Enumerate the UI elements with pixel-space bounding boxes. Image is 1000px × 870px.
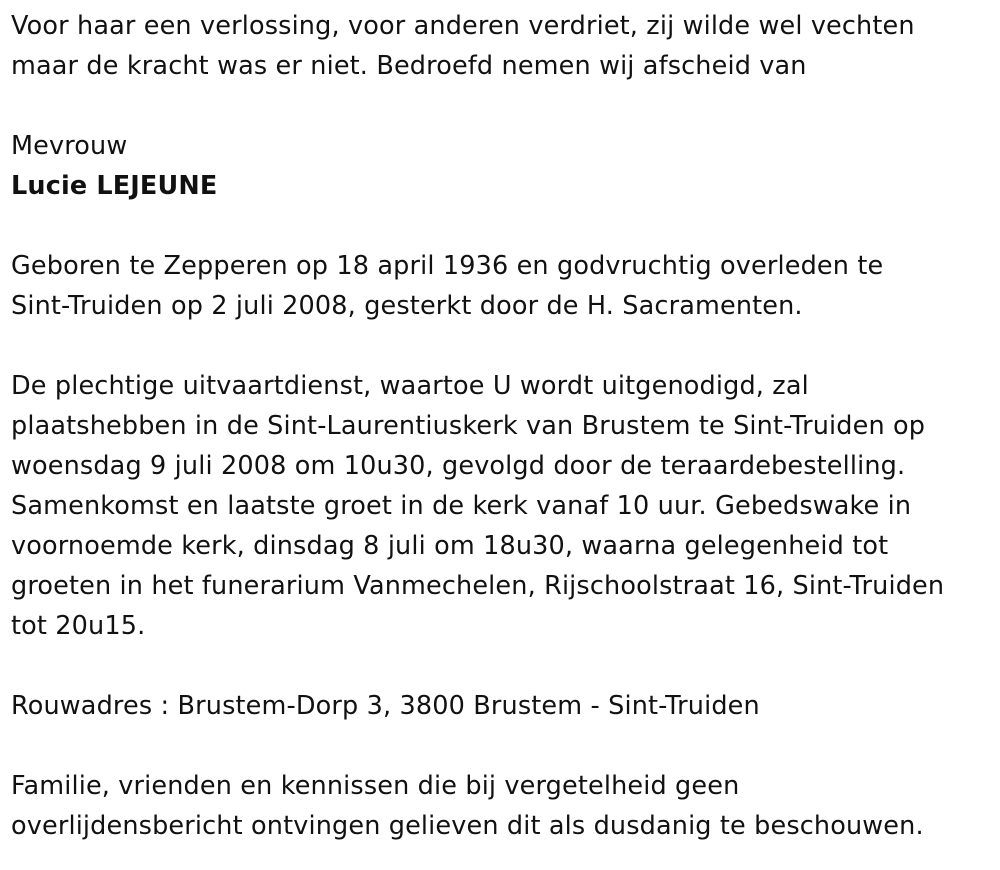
service-line: groeten in het funerarium Vanmechelen, Rijschoolstraat 16, Sint-Truiden [11, 571, 945, 601]
birth-death-paragraph [11, 246, 991, 326]
service-line: tot 20u15. [11, 611, 146, 641]
intro-line: maar de kracht was er niet. Bedroefd nemen wij afscheid van [11, 51, 807, 81]
closing-paragraph [11, 766, 991, 846]
deceased-name: Lucie LEJEUNE [11, 171, 218, 201]
service-line: plaatshebben in de Sint-Laurentiuskerk van Brustem te Sint-Truiden op [11, 411, 926, 441]
service-line: voornoemde kerk, dinsdag 8 juli om 18u30, waarna gelegenheid tot [11, 531, 889, 561]
birth-death-line: Geboren te Zepperen op 18 april 1936 en godvruchtig overleden te [11, 251, 884, 281]
intro-line: Voor haar een verlossing, voor anderen verdriet, zij wilde wel vechten [11, 11, 915, 41]
service-line: woensdag 9 juli 2008 om 10u30, gevolgd door de teraardebestelling. [11, 451, 906, 481]
closing-line: Familie, vrienden en kennissen die bij vergetelheid geen [11, 771, 740, 801]
service-line: Samenkomst en laatste groet in de kerk vanaf 10 uur. Gebedswake in [11, 491, 912, 521]
honorific: Mevrouw [11, 131, 128, 161]
birth-death-line: Sint-Truiden op 2 juli 2008, gesterkt door de H. Sacramenten. [11, 291, 803, 321]
mourning-address: Rouwadres : Brustem-Dorp 3, 3800 Brustem - Sint-Truiden [11, 691, 760, 721]
obituary-notice [11, 6, 991, 846]
service-line: De plechtige uitvaartdienst, waartoe U wordt uitgenodigd, zal [11, 371, 809, 401]
funeral-service-paragraph [11, 366, 991, 646]
intro-paragraph [11, 6, 991, 86]
closing-line: overlijdensbericht ontvingen gelieven dit als dusdanig te beschouwen. [11, 811, 924, 841]
